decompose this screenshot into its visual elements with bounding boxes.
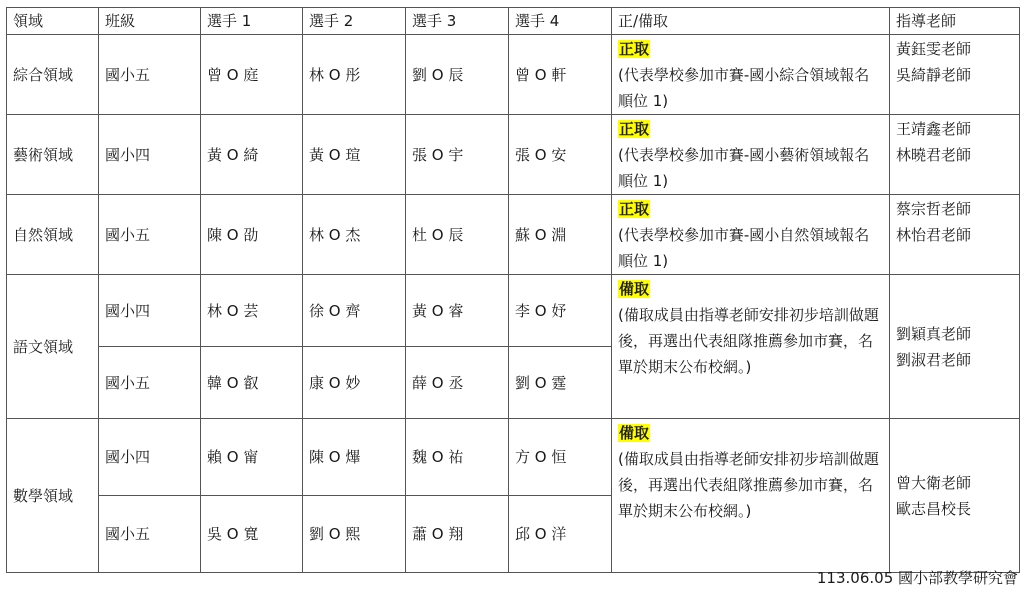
table-row [7, 195, 1020, 275]
class-cell: 國小五 [99, 195, 201, 275]
player-cell: 吳 O 寬 [201, 496, 303, 573]
player-cell: 曾 O 軒 [509, 35, 612, 115]
status-badge: 正取 [619, 200, 650, 218]
teacher-name: 吳綺靜老師 [896, 66, 972, 84]
teacher-cell [890, 195, 1020, 275]
player-cell: 黃 O 瑄 [303, 115, 406, 195]
status-cell [612, 195, 890, 275]
status-note: (代表學校參加市賽-國小藝術領域報名順位 1) [618, 146, 870, 190]
player-cell: 劉 O 熙 [303, 496, 406, 573]
teacher-name: 蔡宗哲老師 [896, 200, 972, 218]
status-badge: 正取 [619, 120, 650, 138]
class-cell: 國小四 [99, 419, 201, 496]
header-player-4: 選手 4 [509, 8, 612, 35]
status-note: (備取成員由指導老師安排初步培訓做題後，再選出代表組隊推薦參加市賽，名單於期末公布校網。) [618, 450, 879, 520]
footer-date-signature: 113.06.05 國小部教學研究會 [816, 569, 1018, 587]
header-class: 班級 [99, 8, 201, 35]
header-player-1: 選手 1 [201, 8, 303, 35]
table-row [7, 419, 1020, 496]
table-row [7, 275, 1020, 347]
player-cell: 林 O 芸 [201, 275, 303, 347]
player-cell: 陳 O 劭 [201, 195, 303, 275]
status-badge: 正取 [619, 40, 650, 58]
status-note: (備取成員由指導老師安排初步培訓做題後，再選出代表組隊推薦參加市賽，名單於期末公布校網。) [618, 306, 879, 376]
status-note: (代表學校參加市賽-國小綜合領域報名順位 1) [618, 66, 870, 110]
header-domain: 領域 [7, 8, 99, 35]
domain-cell: 自然領域 [7, 195, 99, 275]
class-cell: 國小五 [99, 496, 201, 573]
teacher-cell [890, 419, 1020, 573]
player-cell: 林 O 杰 [303, 195, 406, 275]
domain-cell: 藝術領域 [7, 115, 99, 195]
teacher-name: 歐志昌校長 [896, 499, 972, 518]
team-roster-table [6, 7, 1020, 573]
status-cell [612, 275, 890, 419]
player-cell: 曾 O 庭 [201, 35, 303, 115]
status-cell [612, 115, 890, 195]
player-cell: 蕭 O 翔 [406, 496, 509, 573]
player-cell: 黃 O 綺 [201, 115, 303, 195]
header-teacher: 指導老師 [890, 8, 1020, 35]
domain-cell: 語文領域 [7, 275, 99, 419]
status-note: (代表學校參加市賽-國小自然領域報名順位 1) [618, 226, 870, 270]
player-cell: 蘇 O 淵 [509, 195, 612, 275]
player-cell: 張 O 宇 [406, 115, 509, 195]
teacher-name: 林怡君老師 [896, 226, 972, 244]
teacher-name: 劉淑君老師 [896, 350, 972, 369]
header-row [7, 8, 1020, 35]
teacher-name: 曾大衛老師 [896, 473, 972, 492]
player-cell: 徐 O 齊 [303, 275, 406, 347]
class-cell: 國小四 [99, 115, 201, 195]
teacher-name: 王靖鑫老師 [896, 120, 972, 138]
player-cell: 賴 O 甯 [201, 419, 303, 496]
class-cell: 國小五 [99, 347, 201, 419]
domain-cell: 綜合領域 [7, 35, 99, 115]
player-cell: 張 O 安 [509, 115, 612, 195]
teacher-name: 劉穎真老師 [896, 324, 972, 343]
player-cell: 薛 O 丞 [406, 347, 509, 419]
teacher-cell [890, 115, 1020, 195]
player-cell: 李 O 妤 [509, 275, 612, 347]
player-cell: 杜 O 辰 [406, 195, 509, 275]
class-cell: 國小五 [99, 35, 201, 115]
domain-cell: 數學領域 [7, 419, 99, 573]
teacher-cell [890, 35, 1020, 115]
player-cell: 劉 O 霆 [509, 347, 612, 419]
player-cell: 韓 O 叡 [201, 347, 303, 419]
header-status: 正/備取 [612, 8, 890, 35]
player-cell: 林 O 彤 [303, 35, 406, 115]
player-cell: 陳 O 熚 [303, 419, 406, 496]
status-cell [612, 35, 890, 115]
player-cell: 康 O 妙 [303, 347, 406, 419]
teacher-cell [890, 275, 1020, 419]
table-row [7, 35, 1020, 115]
player-cell: 邱 O 洋 [509, 496, 612, 573]
table-row [7, 115, 1020, 195]
status-cell [612, 419, 890, 573]
teacher-name: 林曉君老師 [896, 146, 972, 164]
status-badge: 備取 [619, 280, 650, 298]
header-player-2: 選手 2 [303, 8, 406, 35]
player-cell: 方 O 恒 [509, 419, 612, 496]
player-cell: 黃 O 睿 [406, 275, 509, 347]
teacher-name: 黃鈺雯老師 [896, 40, 972, 58]
status-badge: 備取 [619, 424, 650, 442]
header-player-3: 選手 3 [406, 8, 509, 35]
player-cell: 劉 O 辰 [406, 35, 509, 115]
class-cell: 國小四 [99, 275, 201, 347]
player-cell: 魏 O 祐 [406, 419, 509, 496]
